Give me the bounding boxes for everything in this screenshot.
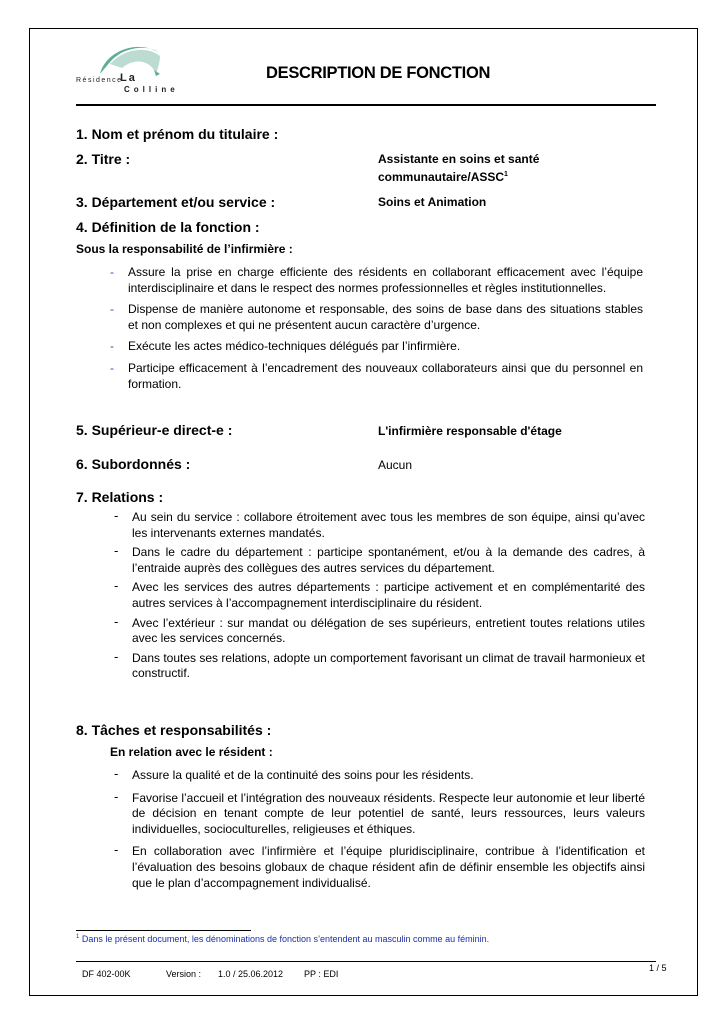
list-item-text: Dans le cadre du département : participe spontanément, et/ou à la demande des cadres, à l’entraide auprès des collègues des autres services du département. bbox=[132, 545, 645, 575]
logo-word-residence: Résidence bbox=[76, 77, 123, 84]
footnote bbox=[76, 934, 489, 944]
title-value-line2 bbox=[378, 167, 539, 185]
list-item-text: Au sein du service : collabore étroitement avec tous les membres de son équipe, ainsi qu’avec les intervenants externes mandatés. bbox=[132, 510, 645, 540]
section-2-heading: 2. Titre : bbox=[76, 151, 131, 167]
footer-version-label: Version : bbox=[166, 969, 202, 979]
section-4-heading: 4. Définition de la fonction : bbox=[76, 219, 260, 235]
list-item-text: Favorise l’accueil et l’intégration des nouveaux résidents. Respecte leur autonomie et leur liberté de décision en tenant compte de leur potentiel de santé, leurs ressources, leurs valeurs individuelles, socioculturelles, religieuses et éthiques. bbox=[132, 790, 645, 836]
list-item-text: Assure la qualité et de la continuité des soins pour les résidents. bbox=[132, 768, 474, 782]
footer-divider bbox=[76, 961, 656, 962]
section-4-list bbox=[110, 265, 643, 392]
section-4-subheading: Sous la responsabilité de l’infirmière : bbox=[76, 242, 293, 256]
list-item-text: En collaboration avec l’infirmière et l’équipe pluridisciplinaire, contribue à l’identification et l’évaluation des besoins globaux de chaque résident afin de définir ensemble les objectifs ainsi que le plan d’accompagnement individualisé. bbox=[132, 844, 645, 890]
section-5-value: L'infirmière responsable d'étage bbox=[378, 424, 562, 438]
list-item bbox=[114, 788, 645, 838]
section-8-list bbox=[114, 766, 645, 891]
bullet-dash: - bbox=[110, 360, 114, 375]
title-value-line1: Assistante en soins et santé bbox=[378, 152, 540, 166]
footer-doc-code: DF 402-00K bbox=[82, 969, 131, 979]
bullet-dash: - bbox=[114, 788, 119, 804]
list-item bbox=[110, 339, 643, 355]
list-item-text: Dans toutes ses relations, adopte un comportement favorisant un climat de travail harmonieux et constructif. bbox=[132, 650, 645, 681]
section-6-value: Aucun bbox=[378, 458, 413, 472]
bullet-dash: - bbox=[114, 766, 119, 781]
footnote-divider bbox=[76, 930, 251, 931]
list-item bbox=[114, 543, 645, 576]
section-1-heading: 1. Nom et prénom du titulaire : bbox=[76, 126, 279, 142]
section-5-heading: 5. Supérieur-e direct-e : bbox=[76, 422, 233, 438]
bullet-dash: - bbox=[110, 265, 114, 279]
bullet-dash: - bbox=[114, 508, 119, 523]
list-item-text: Avec l’extérieur : sur mandat ou délégation de ses supérieurs, entretient toutes relations utiles avec les services concernés. bbox=[132, 615, 645, 646]
bullet-dash: - bbox=[114, 842, 119, 858]
section-6-heading: 6. Subordonnés : bbox=[76, 456, 191, 472]
footnote-text: Dans le présent document, les dénominations de fonction s’entendent au masculin comme au féminin. bbox=[81, 934, 490, 944]
list-item bbox=[110, 360, 643, 392]
section-8-heading: 8. Tâches et responsabilités : bbox=[76, 722, 272, 738]
list-item-text: Dispense de manière autonome et responsable, des soins de base dans des situations stables et non complexes et qui ne présentent aucun caractère d’urgence. bbox=[128, 302, 643, 332]
footer-pp: PP : EDI bbox=[304, 969, 339, 979]
list-item bbox=[114, 766, 645, 784]
header-divider bbox=[76, 104, 656, 106]
list-item bbox=[114, 578, 645, 611]
list-item bbox=[114, 842, 645, 891]
title-value-text: communautaire/ASSC bbox=[378, 170, 505, 184]
section-7-list bbox=[114, 508, 645, 682]
bullet-dash: - bbox=[110, 339, 114, 354]
footnote-number: 1 bbox=[76, 934, 80, 940]
logo-word-la: La bbox=[120, 72, 137, 84]
logo-word-colline: Colline bbox=[124, 85, 179, 94]
bullet-dash: - bbox=[114, 613, 119, 629]
section-3-heading: 3. Département et/ou service : bbox=[76, 194, 276, 210]
residence-logo bbox=[76, 40, 186, 100]
list-item-text: Assure la prise en charge efficiente des résidents en collaborant efficacement avec l’équipe interdisciplinaire et dans le respect des normes professionnelles et règles institutionnelles. bbox=[128, 265, 643, 295]
list-item bbox=[110, 265, 643, 296]
footer-version: 1.0 / 25.06.2012 bbox=[218, 969, 284, 979]
section-8-subheading: En relation avec le résident : bbox=[110, 745, 273, 759]
list-item-text: Avec les services des autres départements : participe activement et en complémentarité des autres services à l’accompagnement interdisciplinaire du résident. bbox=[132, 580, 645, 610]
list-item bbox=[114, 648, 645, 682]
section-7-heading: 7. Relations : bbox=[76, 489, 164, 505]
page-number: 1 / 5 bbox=[649, 963, 667, 973]
section-3-value: Soins et Animation bbox=[378, 195, 487, 209]
list-item bbox=[114, 508, 645, 541]
bullet-dash: - bbox=[114, 543, 119, 559]
bullet-dash: - bbox=[114, 648, 119, 664]
section-2-value bbox=[378, 151, 539, 185]
list-item bbox=[110, 302, 643, 333]
list-item-text: Exécute les actes médico-techniques délégués par l’infirmière. bbox=[128, 339, 461, 354]
list-item-text: Participe efficacement à l’encadrement des nouveaux collaborateurs ainsi que du personnel en formation. bbox=[128, 360, 643, 391]
bullet-dash: - bbox=[110, 302, 114, 317]
bullet-dash: - bbox=[114, 578, 119, 594]
document-title: DESCRIPTION DE FONCTION bbox=[266, 64, 491, 82]
list-item bbox=[114, 613, 645, 647]
footnote-ref: 1 bbox=[504, 171, 508, 178]
